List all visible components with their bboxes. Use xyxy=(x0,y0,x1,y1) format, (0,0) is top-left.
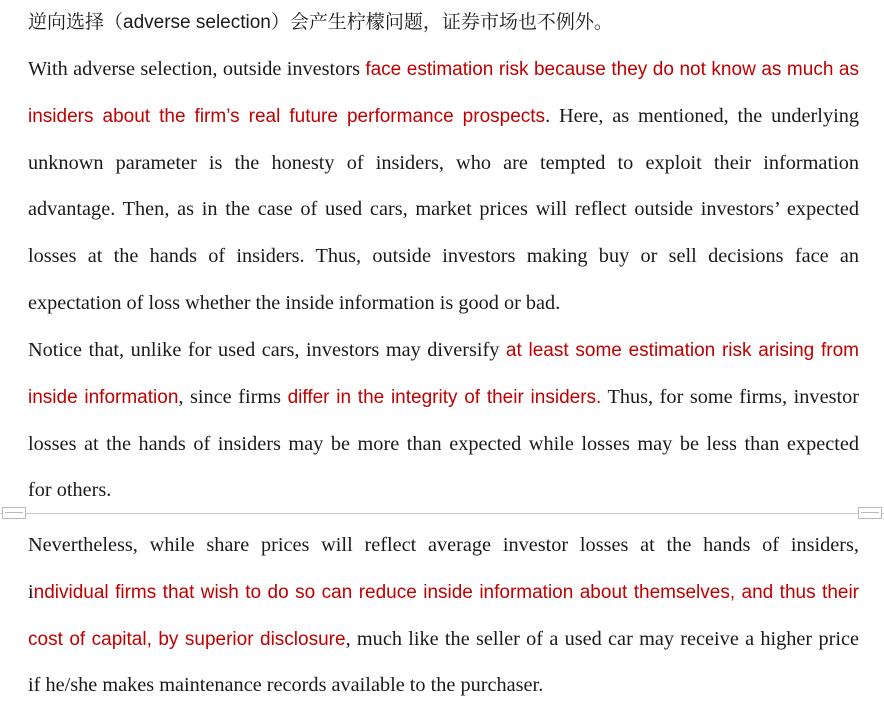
p1-l2-highlight: insiders about the firm’s real future performance prospects xyxy=(28,106,546,127)
paragraph-1-line-1 xyxy=(28,57,859,81)
heading-cjk-part2: ）会产生柠檬问题，证券市场也不例外。 xyxy=(270,11,613,33)
paragraph-3-line-2 xyxy=(28,580,859,604)
heading-latin-term: adverse selection xyxy=(123,12,271,33)
p2-l1-text: Notice that, unlike for used cars, investors may diversify xyxy=(28,339,506,361)
heading-cjk-part1: 逆向选择（ xyxy=(28,11,124,33)
paragraph-1-line-2 xyxy=(28,104,859,128)
p2-l1-highlight: at least some estimation risk arising from xyxy=(505,340,859,361)
paragraph-3-line-4: if he/she makes maintenance records available to the purchaser. xyxy=(28,674,544,696)
p2-l2-text-2: Thus, for some firms, investor xyxy=(601,386,859,408)
p1-l1-highlight: face estimation risk because they do not know as much as xyxy=(365,59,860,80)
paragraph-2-line-3: losses at the hands of insiders may be more than expected while losses may be less than expected xyxy=(28,433,859,455)
p2-l2-highlight-1: inside information xyxy=(28,387,179,408)
chinese-heading-line xyxy=(28,10,859,34)
p3-l3-text: , much like the seller of a used car may receive a higher price xyxy=(345,628,859,650)
p1-l1-text: With adverse selection, outside investors xyxy=(28,58,366,80)
p3-l2-text: i xyxy=(28,581,34,603)
p2-l2-highlight-2: differ in the integrity of their insiders. xyxy=(287,387,602,408)
left-margin-handle-icon[interactable] xyxy=(2,507,26,519)
right-margin-handle-icon[interactable] xyxy=(858,507,882,519)
paragraph-3-line-1: Nevertheless, while share prices will reflect average investor losses at the hands of insiders, xyxy=(28,534,859,556)
p1-l2-text: . Here, as mentioned, the underlying xyxy=(545,105,859,127)
paragraph-2-line-4: for others. xyxy=(28,479,112,501)
paragraph-1-line-4: advantage. Then, as in the case of used cars, market prices will reflect outside investors’ expected xyxy=(28,198,859,220)
p2-l2-text-1: , since firms xyxy=(178,386,288,408)
paragraph-1-line-3: unknown parameter is the honesty of insiders, who are tempted to exploit their information xyxy=(28,152,859,174)
paragraph-2-line-2 xyxy=(28,385,859,409)
paragraph-2-line-1 xyxy=(28,338,859,362)
paragraph-1-line-6: expectation of loss whether the inside information is good or bad. xyxy=(28,292,561,314)
p3-l2-highlight: ndividual firms that wish to do so can reduce inside information about themselves, and thus their xyxy=(33,582,859,603)
paragraph-3-line-3 xyxy=(28,627,859,651)
p3-l3-highlight: cost of capital, by superior disclosure xyxy=(28,629,346,650)
page-break-divider xyxy=(0,513,884,514)
paragraph-1-line-5: losses at the hands of insiders. Thus, outside investors making buy or sell decisions face an xyxy=(28,245,859,267)
